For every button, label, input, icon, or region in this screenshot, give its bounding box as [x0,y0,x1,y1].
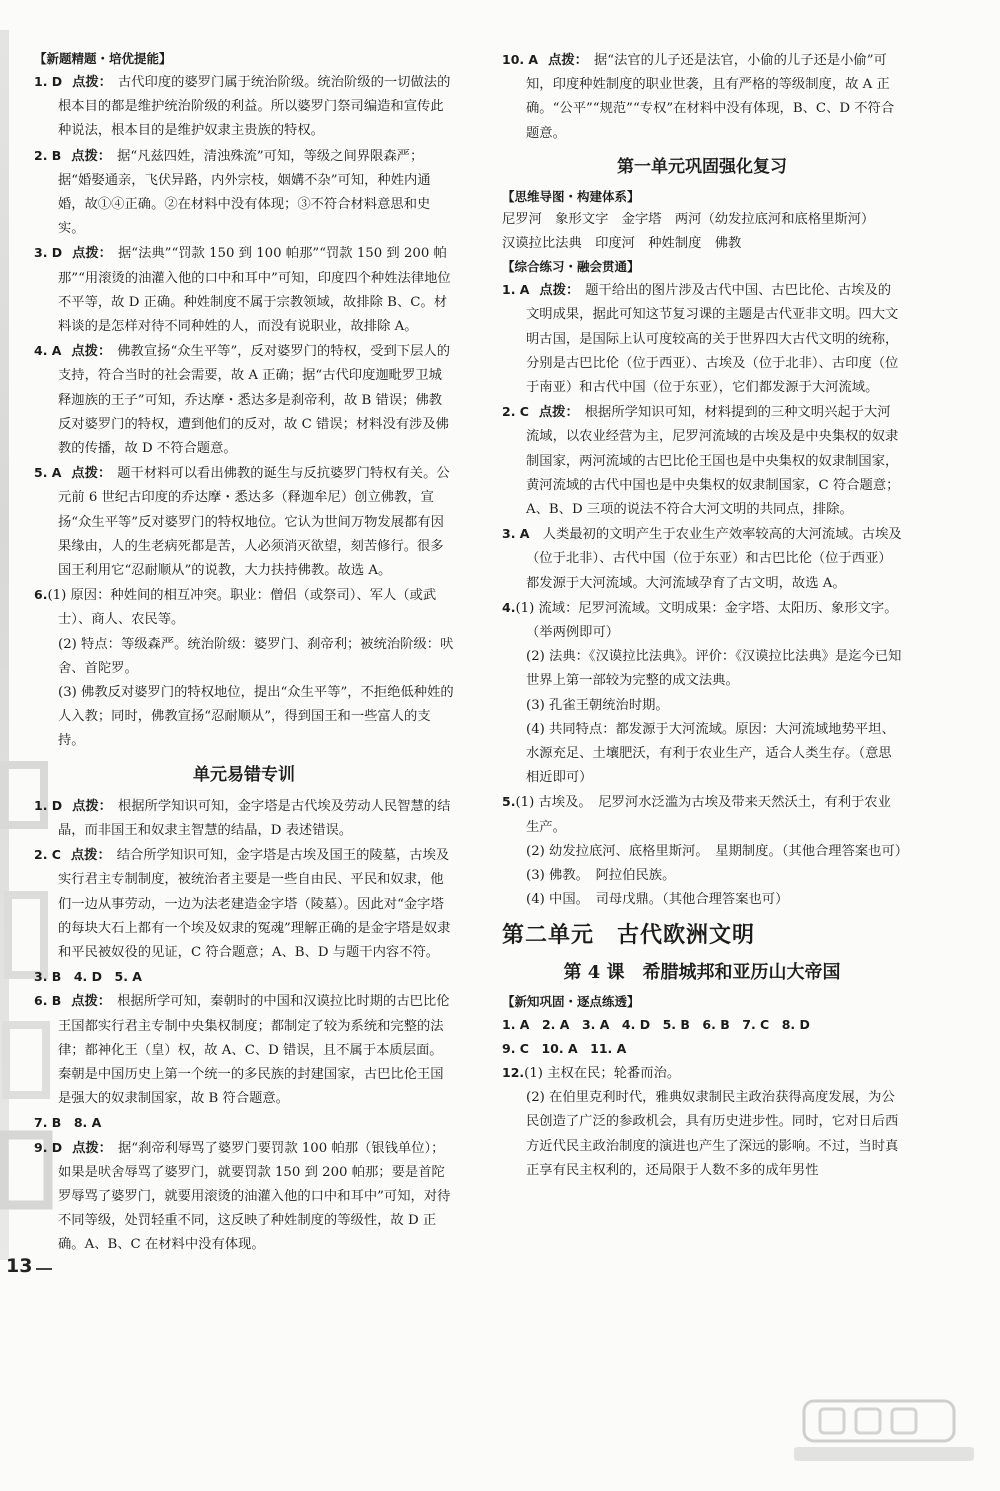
answer-list-review [502,278,909,912]
answer-subpart: (3) 佛教反对婆罗门的特权地位，提出“众生平等”，不拒绝低种姓的人入教；同时，佛教宣扬“忍耐顺从”，得到国王和一些富人的支持。 [58,685,454,749]
unit-title: 第二单元 古代欧洲文明 [502,921,756,948]
answer-item-q12: 12.(1) 主权在民；轮番而治。 [502,1064,681,1081]
answer-subpart: (2) 特点：等级森严。统治阶级：婆罗门、刹帝利；被统治阶级：吠舍、首陀罗。 [58,636,454,676]
answer-list-2 [34,794,454,1258]
answer-item: 4. A 点拨： 佛教宣扬“众生平等”，反对婆罗门的特权，受到下层人的支持，符合当时的社会需要，故 A 正确；据“古代印度迦毗罗卫城释迦族的王子”可知，乔达摩・悉达多是刹帝利，故 B 错误；佛教反对婆罗门的特权，遭到他们的反对，故 C 错误；材料没有涉及佛教的传播，故 D 不符合题意。 [34,343,450,457]
answer-item: 1. D 点拨： 古代印度的婆罗门属于统治阶级。统治阶级的一切做法的根本目的都是维护统治阶级的利益。所以婆罗门祭司编造和宣传此种说法，根本目的是维护奴隶主贵族的特权。 [34,74,451,139]
section-title-unit1-review: 第一单元巩固强化复习 [617,156,787,177]
section-tag-mind-map: 【思维导图・构建体系】 [502,188,640,204]
answer-subpart: (2) 法典：《汉谟拉比法典》。评价：《汉谟拉比法典》是迄今已知世界上第一部较为完整的成文法典。 [526,649,902,689]
right-column [502,48,909,1183]
answer-item: 3. A 人类最初的文明产生于农业生产效率较高的大河流域。古埃及（位于北非）、古代中国（位于东亚）和古巴比伦（位于西亚）都发源于大河流域。大河流域孕育了古文明，故选 A。 [502,526,902,591]
answer-item: 2. B 点拨： 据“凡兹四姓，清浊殊流”可知，等级之间界限森严；据“婚娶通亲，飞伏异路，内外宗枝，姻媾不杂”可知，种姓内通婚，故①④正确。②在材料中没有体现；③不符合材料意思和史实。 [34,147,431,237]
page-number: 13 [6,1255,33,1277]
answer-item: 10. A 点拨： 据“法官的儿子还是法官，小偷的儿子还是小偷”可知，印度种姓制度的职业世袭，且有严格的等级制度，故 A 正确。“公平”“规范”“专权”在材料中没有体现，B、C、D 不符合题意。 [502,52,895,141]
answer-item: 6. B 点拨： 根据所学可知，秦朝时的中国和汉谟拉比时期的古巴比伦王国都实行君主专制中央集权制度；都制定了较为系统和完整的法律；都神化王（皇）权，故 A、C、D 错误，且不属于本质层面。秦朝是中国历史上第一个统一的多民族的封建国家，古巴比伦王国是强大的奴隶制国家，故 B 符合题意。 [34,993,450,1107]
answer-subpart: (2) 幼发拉底河、底格里斯河。 星期制度。（其他合理答案也可） [526,843,909,859]
answer-item: 3. D 点拨： 据“法典”“罚款 150 到 100 帕那”“罚款 150 到 200 帕那”“用滚烫的油灌入他的口中和耳中”可知，印度四个种姓法律地位不平等，故 D 正确。种姓制度不属于宗教领域，故排除 B、C。材料谈的是怎样对待不同种姓的人，而没有说职业，故排除 A。 [34,245,451,335]
answer-item-q5: 5.(1) 古埃及。 尼罗河水泛滥为古埃及带来天然沃土，有利于农业生产。 [502,794,891,835]
short-answers: 7. B 8. A [34,1115,102,1131]
answer-subpart: (2) 在伯里克利时代，雅典奴隶制民主政治获得高度发展，为公民创造了广泛的参政机会，具有历史进步性。同时，它对日后西方近代民主政治制度的演进也产生了深远的影响。不过，当时真正享有民主权利的，还局限于人数不多的成年男性 [526,1090,899,1178]
answer-item-q4: 4.(1) 流域：尼罗河流域。文明成果：金字塔、太阳历、象形文字。（举两例即可） [502,599,898,641]
lesson-title: 第 4 课 希腊城邦和亚历山大帝国 [563,961,841,983]
section-tag-new-questions: 【新题精题・培优提能】 [34,51,172,66]
answer-item: 5. A 点拨： 题干材料可以看出佛教的诞生与反抗婆罗门特权有关。公元前 6 世纪古印度的乔达摩・悉达多（释迦牟尼）创立佛教，宣扬“众生平等”反对婆罗门的特权地位。它认为世间万物发展都有因果缘由，人的生老病死都是苦，人必须消灭欲望，刻苦修行。很多国王利用它“忍耐顺从”的说教，大力扶持佛教。故选 A。 [34,465,450,579]
mind-map-line: 汉谟拉比法典 印度河 种姓制度 佛教 [502,236,742,252]
answer-list-1 [34,70,454,754]
answer-item: 9. D 点拨： 据“刹帝利辱骂了婆罗门要罚款 100 帕那（银钱单位）；如果是吠舍辱骂了婆罗门，就要罚款 150 到 200 帕那；要是首陀罗辱骂了婆罗门，就要用滚烫的油灌入他的口中和耳中”可知，对待不同等级，处罚轻重不同，这反映了种姓制度的等级性，故 D 正确。A、B、C 在材料中没有体现。 [34,1139,451,1253]
site-watermark-logo [784,1397,984,1467]
answer-item: 1. A 点拨： 题干给出的图片涉及古代中国、古巴比伦、古埃及的文明成果，据此可知这节复习课的主题是古代亚非文明。四大文明古国，是国际上认可度较高的关于世界四大古代文明的统称，分别是古巴比伦（位于西亚）、古埃及（位于北非）、古印度（位于南亚）和古代中国（位于东亚），它们都发源于大河流域。 [502,282,899,396]
section-tag-practice: 【综合练习・融会贯通】 [502,259,640,275]
answer-subpart: (3) 佛教。 阿拉伯民族。 [526,868,676,884]
answer-item: 1. D 点拨： 根据所学知识可知，金字塔是古代埃及劳动人民智慧的结晶，而非国王和奴隶主智慧的结晶，D 表述错误。 [34,797,451,838]
page-number-rule [36,1268,52,1270]
short-answers: 1. A 2. A 3. A 4. D 5. B 6. B 7. C 8. D [502,1016,810,1032]
section-tag-new-knowledge: 【新知巩固・逐点练透】 [502,993,640,1009]
left-column [34,48,454,1258]
answer-subpart: (4) 中国。 司母戊鼎。（其他合理答案也可） [526,892,789,908]
short-answers: 9. C 10. A 11. A [502,1040,627,1056]
answer-subpart: (3) 孔雀王朝统治时期。 [526,697,669,713]
answer-item-q6: 6.(1) 原因：种姓间的相互冲突。职业：僧侣（或祭司）、军人（或武士）、商人、农民等。 [34,587,437,628]
answer-item: 2. C 点拨： 结合所学知识可知，金字塔是古埃及国王的陵墓，古埃及实行君主专制制度，被统治者主要是一些自由民、平民和奴隶，他们一边从事劳动，一边为法老建造金字塔（陵墓）。因此对“金字塔的每块大石上都有一个埃及奴隶的冤魂”理解正确的是金字塔是奴隶和平民被奴役的见证，C 符合题意；A、B、D 与题干内容不符。 [34,847,451,960]
answer-item: 2. C 点拨： 根据所学知识可知，材料提到的三种文明兴起于大河流域，以农业经营为主，尼罗河流域的古埃及是中央集权的奴隶制国家，两河流域的古巴比伦王国也是中央集权的奴隶制国家，黄河流域的古代中国也是中央集权的奴隶制国家，C 符合题意；A、B、D 三项的说法不符合大河文明的共同点，排除。 [502,404,900,518]
short-answers: 3. B 4. D 5. A [34,969,142,985]
answer-subpart: (4) 共同特点：都发源于大河流域。原因：大河流域地势平坦、水源充足、土壤肥沃，有利于农业生产，适合人类生存。（意思相近即可） [526,721,895,786]
section-title-error-training: 单元易错专训 [193,764,295,785]
mind-map-line: 尼罗河 象形文字 金字塔 两河（幼发拉底河和底格里斯河） [502,211,875,227]
